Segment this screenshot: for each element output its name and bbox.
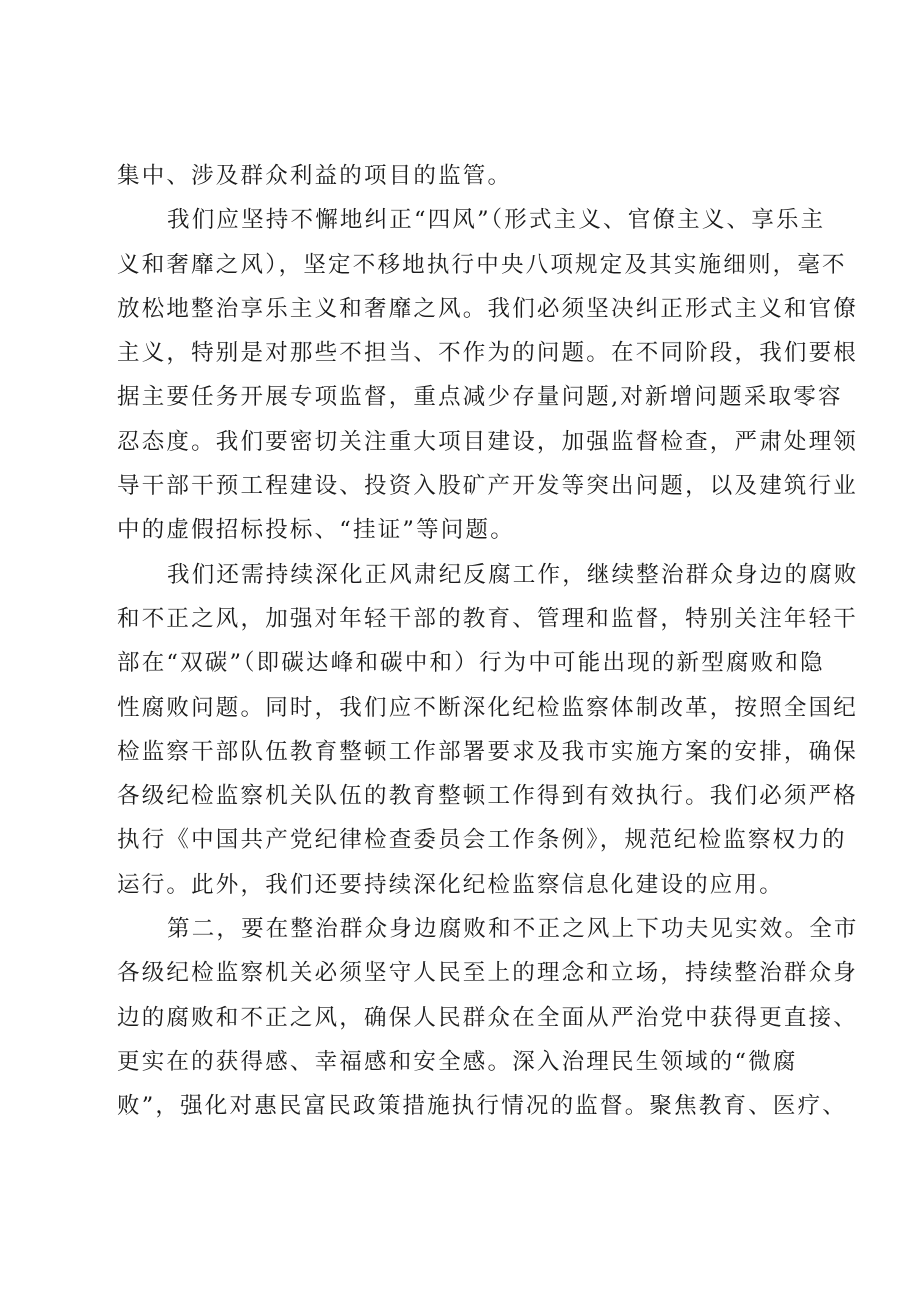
text-line: 执行《中国共产党纪律检查委员会工作条例》，规范纪检监察权力的 — [117, 827, 847, 854]
text-line: 检监察干部队伍教育整顿工作部署要求及我市实施方案的安排，确保 — [117, 738, 859, 765]
text-line: 忍态度。我们要密切关注重大项目建设，加强监督检查，严肃处理领 — [117, 428, 859, 455]
text-line: 和不正之风，加强对年轻干部的教育、管理和监督，特别关注年轻干 — [117, 605, 859, 632]
text-line: 放松地整治享乐主义和奢靡之风。我们必须坚决纠正形式主义和官僚 — [117, 295, 859, 322]
text-line: 我们应坚持不懈地纠正“四风”（形式主义、官僚主义、享乐主 — [167, 207, 826, 234]
text-line: 各级纪检监察机关必须坚守人民至上的理念和立场，持续整治群众身 — [117, 960, 859, 987]
text-line: 据主要任务开展专项监督，重点减少存量问题,对新增问题采取零容 — [117, 384, 843, 411]
text-line: 集中、涉及群众利益的项目的监管。 — [117, 163, 513, 189]
text-line: 运行。此外，我们还要持续深化纪检监察信息化建设的应用。 — [117, 871, 784, 898]
text-line: 中的虚假招标投标、“挂证”等问题。 — [117, 517, 515, 544]
text-line: 边的腐败和不正之风，确保人民群众在全面从严治党中获得更直接、 — [117, 1004, 859, 1031]
text-line: 我们还需持续深化正风肃纪反腐工作，继续整治群众身边的腐败 — [167, 561, 859, 588]
text-line: 导干部干预工程建设、投资入股矿产开发等突出问题，以及建筑行业 — [117, 473, 859, 500]
text-line: 各级纪检监察机关队伍的教育整顿工作得到有效执行。我们必须严格 — [117, 783, 859, 810]
text-line: 主义，特别是对那些不担当、不作为的问题。在不同阶段，我们要根 — [117, 340, 859, 367]
paragraph-1 — [117, 154, 807, 198]
paragraph-4 — [117, 907, 859, 1128]
text-line: 部在“双碳”（即碳达峰和碳中和）行为中可能出现的新型腐败和隐 — [117, 650, 825, 677]
paragraph-2 — [117, 198, 859, 552]
text-line: 更实在的获得感、幸福感和安全感。深入治理民生领域的“微腐 — [117, 1048, 798, 1075]
paragraph-3 — [117, 553, 859, 907]
document-page — [117, 154, 859, 1129]
text-line: 性腐败问题。同时，我们应不断深化纪检监察体制改革，按照全国纪 — [117, 694, 859, 721]
text-line: 第二，要在整治群众身边腐败和不正之风上下功夫见实效。全市 — [167, 916, 859, 943]
text-line: 败”，强化对惠民富民政策措施执行情况的监督。聚焦教育、医疗、 — [117, 1093, 848, 1120]
text-line: 义和奢靡之风），坚定不移地执行中央八项规定及其实施细则，毫不 — [117, 251, 847, 278]
